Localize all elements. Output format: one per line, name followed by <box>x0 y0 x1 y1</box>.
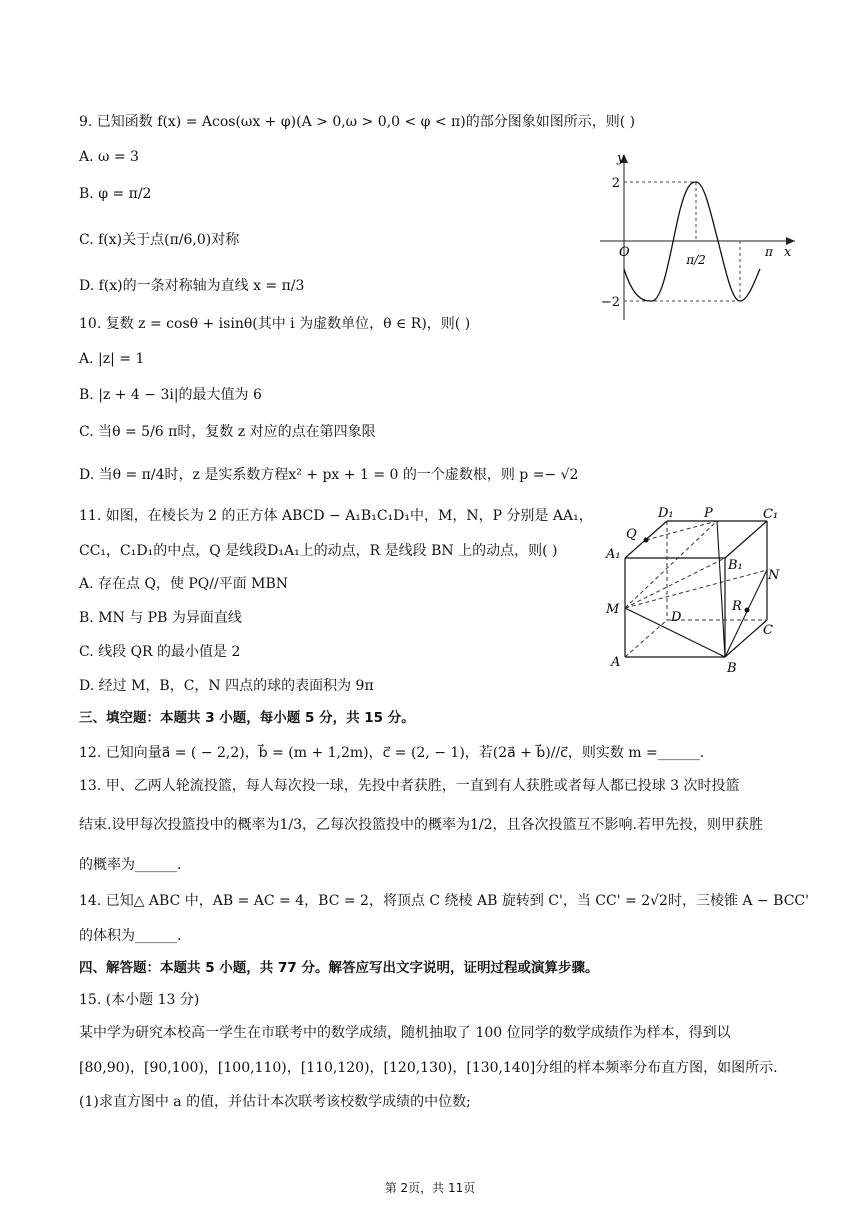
q10-option-b: B. |z + 4 − 3i|的最大值为 6 <box>79 387 262 403</box>
q9-y-top-label: 2 <box>611 176 620 191</box>
q9-x-mid-label: π/2 <box>686 253 706 267</box>
cube-label-b: B <box>727 661 737 675</box>
section-3-heading: 三、填空题：本题共 3 小题，每小题 5 分，共 15 分。 <box>79 710 415 726</box>
q13-line3: 的概率为______. <box>79 857 182 873</box>
q15-line1: 某中学为研究本校高一学生在市联考中的数学成绩，随机抽取了 100 位同学的数学成绩作为样本，得到以 <box>79 1025 731 1041</box>
q15-title: 15. (本小题 13 分) <box>79 992 200 1008</box>
q15-line2: [80,90)，[90,100)，[100,110)，[110,120)，[120,130)，[130,140]分组的样本频率分布直方图，如图所示. <box>79 1060 778 1076</box>
q15-line3: (1)求直方图中 a 的值，并估计本次联考该校数学成绩的中位数; <box>79 1094 471 1110</box>
cube-label-c: C <box>763 623 773 638</box>
cube-label-a: A <box>611 655 621 670</box>
q11-option-b: B. MN 与 PB 为异面直线 <box>79 610 242 626</box>
section-4-heading: 四、解答题：本题共 5 小题，共 77 分。解答应写出文字说明，证明过程或演算步骤。 <box>79 960 599 976</box>
q9-x-end-label: π <box>765 245 773 259</box>
q9-option-c: C. f(x)关于点(π/6,0)对称 <box>79 232 240 248</box>
q11-stem-line2: CC₁，C₁D₁的中点，Q 是线段D₁A₁上的动点，R 是线段 BN 上的动点，则( ) <box>79 543 558 559</box>
q14-line1: 14. 已知△ ABC 中，AB = AC = 4，BC = 2，将顶点 C 绕棱 AB 旋转到 C'，当 CC' = 2√2时，三棱锥 A − BCC' <box>79 893 809 909</box>
q9-y-bottom-label: −2 <box>600 295 620 310</box>
q10-option-a: A. |z| = 1 <box>79 351 145 367</box>
q9-y-axis-label: y <box>617 151 625 166</box>
q11-option-d: D. 经过 M，B，C，N 四点的球的表面积为 9π <box>79 678 374 694</box>
cube-label-r: R <box>732 599 742 614</box>
q10-option-c: C. 当θ = 5/6 π时，复数 z 对应的点在第四象限 <box>79 424 376 440</box>
q9-option-d: D. f(x)的一条对称轴为直线 x = π/3 <box>79 278 305 294</box>
q11-option-c: C. 线段 QR 的最小值是 2 <box>79 644 241 660</box>
cube-label-n: N <box>768 568 780 583</box>
q14-line2: 的体积为______. <box>79 928 182 944</box>
q12-text: 12. 已知向量a⃗ = ( − 2,2)，b⃗ = (m + 1,2m)，c⃗ = (2, − 1)，若(2a⃗ + b⃗)//c⃗，则实数 m =______. <box>79 745 705 761</box>
q11-cube-figure <box>600 500 790 675</box>
q10-stem: 10. 复数 z = cosθ + isinθ(其中 i 为虚数单位，θ ∈ R)，则( ) <box>79 316 471 332</box>
cube-label-c1: C₁ <box>763 507 779 522</box>
q11-option-a: A. 存在点 Q，使 PQ//平面 MBN <box>79 576 289 592</box>
q9-option-a: A. ω = 3 <box>79 149 139 165</box>
cube-label-d1: D₁ <box>658 506 674 521</box>
q9-stem: 9. 已知函数 f(x) = Acos(ωx + φ)(A > 0,ω > 0,0 < φ < π)的部分图象如图所示，则( ) <box>79 114 636 130</box>
q9-x-axis-label: x <box>784 245 792 260</box>
q11-stem-line1: 11. 如图，在棱长为 2 的正方体 ABCD − A₁B₁C₁D₁中，M，N，P 分别是 AA₁， <box>79 508 593 524</box>
cube-label-d: D <box>671 610 682 625</box>
cube-label-b1: B₁ <box>728 558 743 573</box>
cube-label-a1: A₁ <box>606 547 621 562</box>
q9-origin-label: O <box>619 245 630 260</box>
q9-option-b: B. φ = π/2 <box>79 186 152 202</box>
q13-line1: 13. 甲、乙两人轮流投篮，每人每次投一球，先投中者获胜，一直到有人获胜或者每人都已投球 3 次时投篮 <box>79 778 740 794</box>
q9-cosine-graph <box>600 150 800 322</box>
cube-label-q: Q <box>626 527 637 542</box>
cube-label-m: M <box>606 602 620 617</box>
page-footer: 第 2页，共 11页 <box>384 1181 476 1195</box>
q13-line2: 结束.设甲每次投篮投中的概率为1/3，乙每次投篮投中的概率为1/2，且各次投篮互不影响.若甲先投，则甲获胜 <box>79 817 763 833</box>
cube-label-p: P <box>704 506 713 521</box>
q10-option-d: D. 当θ = π/4时，z 是实系数方程x² + px + 1 = 0 的一个虚数根，则 p =− √2 <box>79 467 579 483</box>
